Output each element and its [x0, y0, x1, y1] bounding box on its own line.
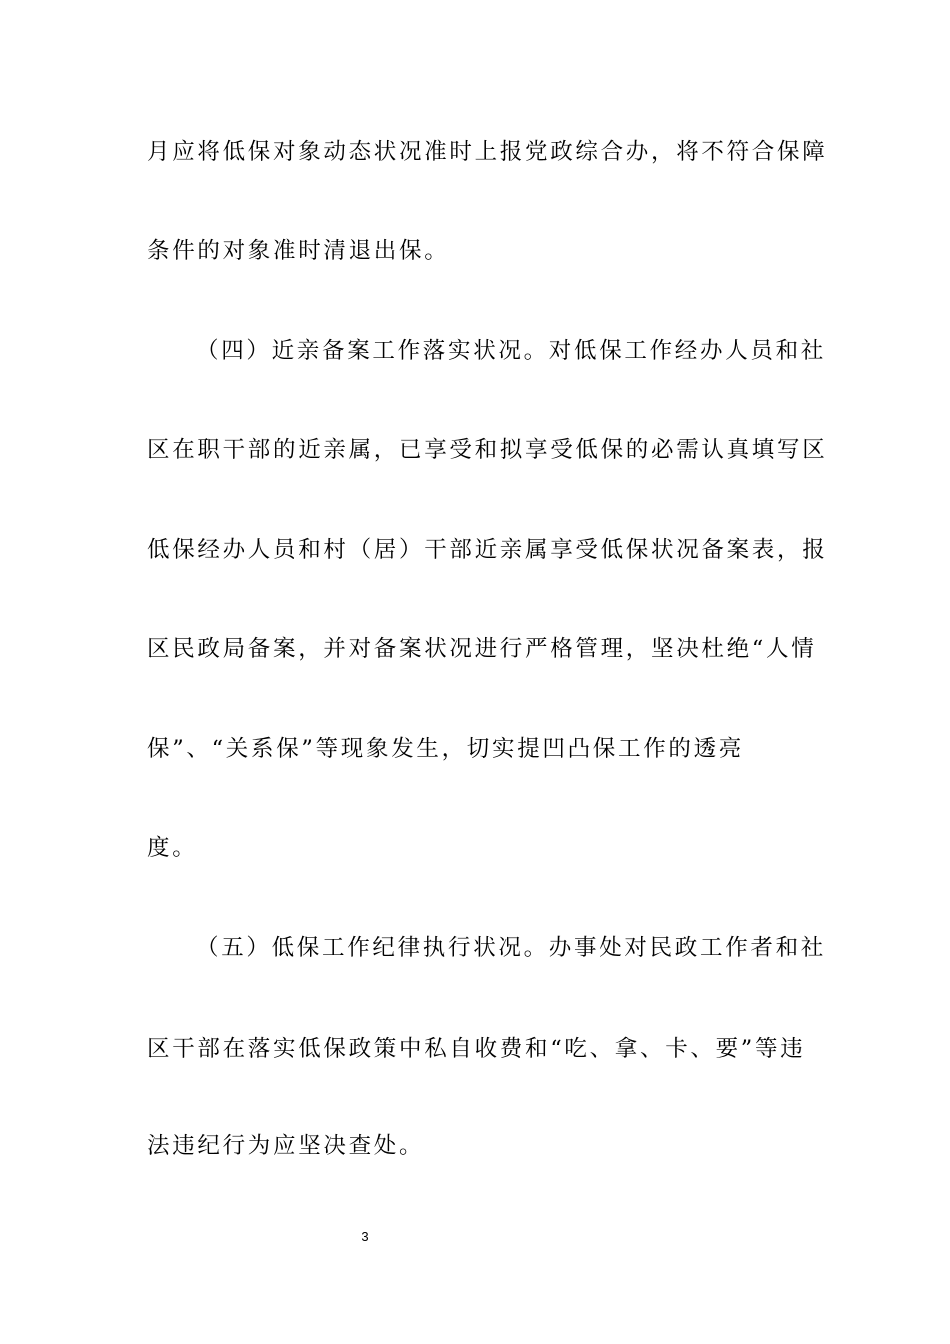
- text-line: （四）近亲备案工作落实状况。对低保工作经办人员和社: [196, 338, 827, 364]
- text-line: 区民政局备案，并对备案状况进行严格管理，坚决杜绝“人情: [147, 636, 817, 662]
- text-line: 法违纪行为应坚决查处。: [147, 1133, 425, 1159]
- text-line: 条件的对象准时清退出保。: [147, 238, 450, 264]
- text-line: 度。: [147, 835, 198, 861]
- text-line: 区在职干部的近亲属，已享受和拟享受低保的必需认真填写区: [147, 437, 828, 463]
- text-line: 保”、“关系保”等现象发生，切实提凹凸保工作的透亮: [147, 736, 745, 762]
- text-line: （五）低保工作纪律执行状况。办事处对民政工作者和社: [196, 935, 827, 961]
- text-line: 低保经办人员和村（居）干部近亲属享受低保状况备案表，报: [147, 537, 828, 563]
- text-line: 月应将低保对象动态状况准时上报党政综合办，将不符合保障: [147, 139, 828, 165]
- text-line: 区干部在落实低保政策中私自收费和“吃、拿、卡、要”等违: [147, 1036, 806, 1062]
- page-number: 3: [361, 1229, 369, 1244]
